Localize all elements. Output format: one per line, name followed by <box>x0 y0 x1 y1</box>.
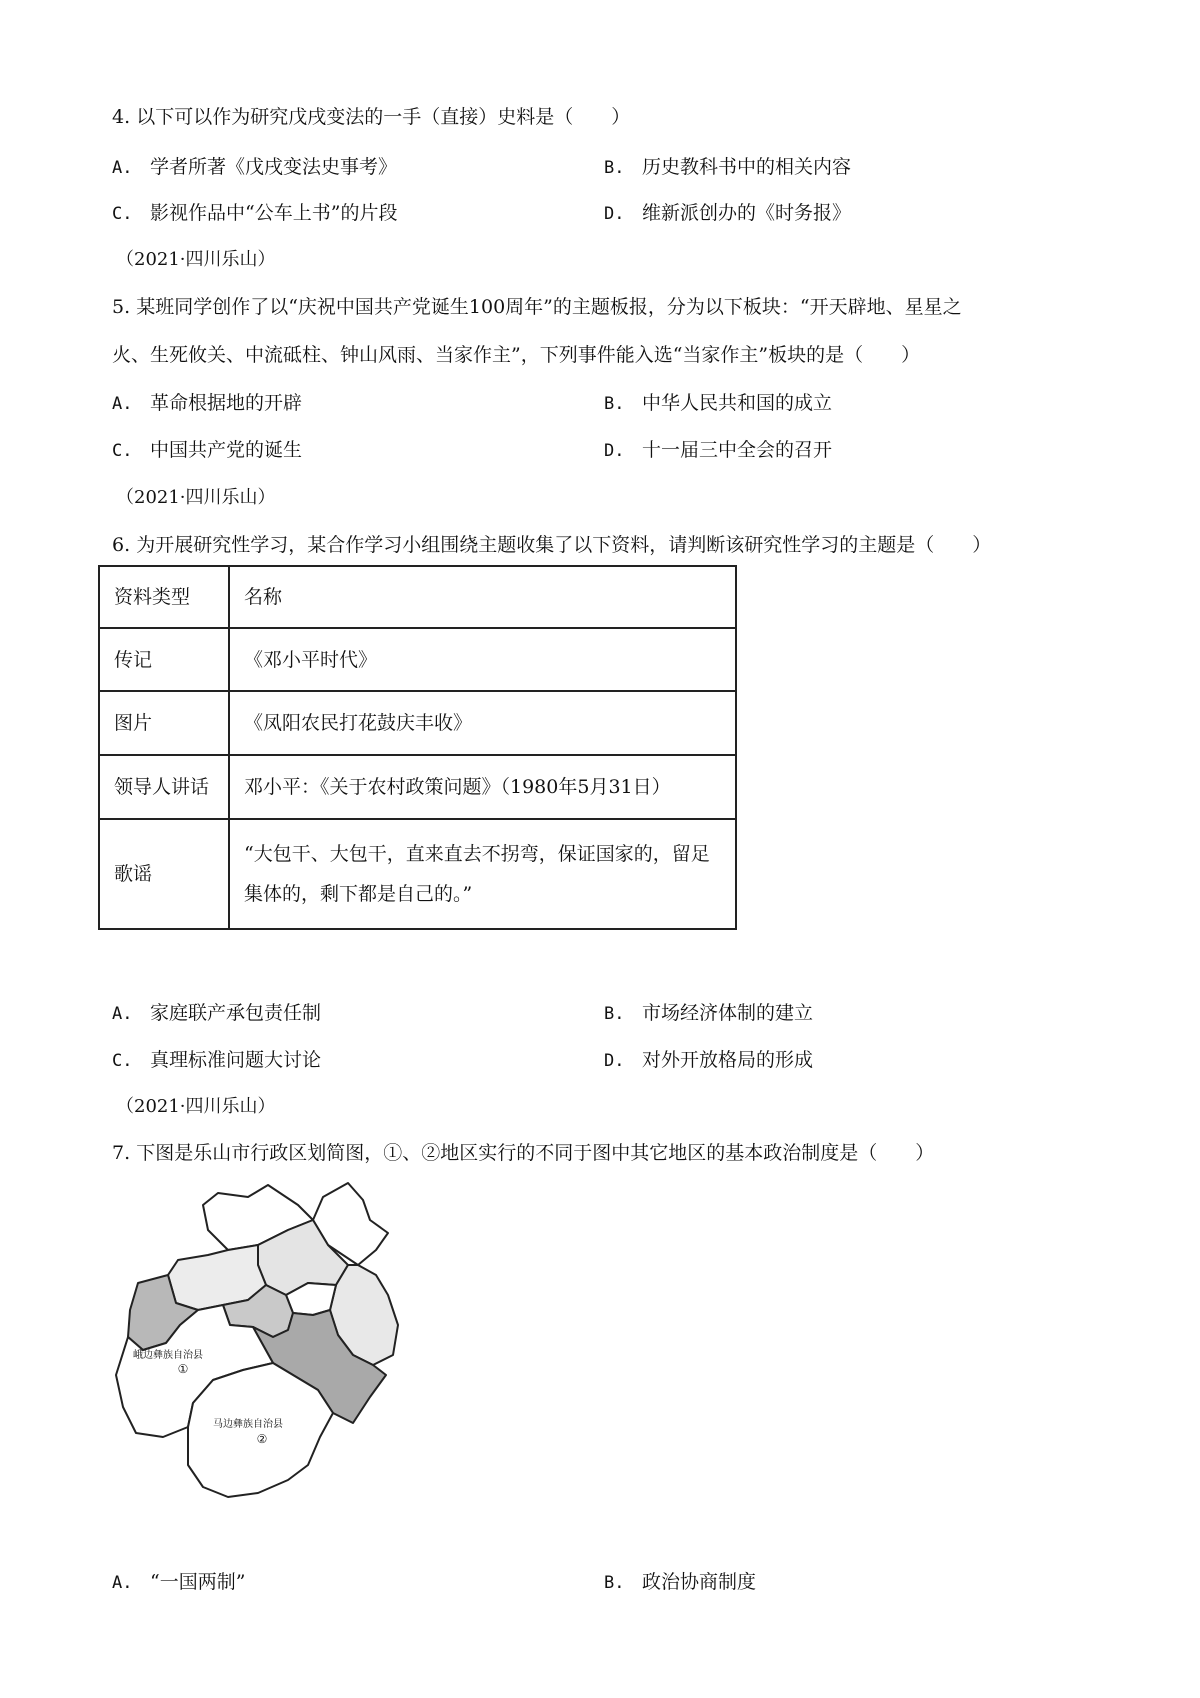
question-7-option-a[interactable]: A. “一国两制” <box>112 1571 246 1593</box>
table-row <box>99 691 736 755</box>
question-7-source: （2021·四川乐山） <box>116 1096 276 1117</box>
table-row <box>99 755 736 819</box>
question-4-option-a[interactable]: A. 学者所著《戊戌变法史事考》 <box>112 156 398 178</box>
question-7-option-b[interactable]: B. 政治协商制度 <box>604 1571 757 1593</box>
table-cell-type: 图片 <box>99 691 229 755</box>
question-6-option-c[interactable]: C. 真理标准问题大讨论 <box>112 1049 322 1071</box>
question-5-option-a[interactable]: A. 革命根据地的开辟 <box>112 392 303 414</box>
question-5-option-b[interactable]: B. 中华人民共和国的成立 <box>604 392 833 414</box>
table-header-row <box>99 566 736 628</box>
table-header-type: 资料类型 <box>99 566 229 628</box>
question-4-option-b[interactable]: B. 历史教科书中的相关内容 <box>604 156 852 178</box>
table-header-name: 名称 <box>229 566 736 628</box>
table-cell-type: 领导人讲话 <box>99 755 229 819</box>
question-5-source: （2021·四川乐山） <box>116 249 276 270</box>
question-6-option-d[interactable]: D. 对外开放格局的形成 <box>604 1049 814 1071</box>
table-cell-type: 传记 <box>99 628 229 691</box>
leshan-administrative-map <box>108 1175 433 1510</box>
question-6-option-b[interactable]: B. 市场经济体制的建立 <box>604 1002 814 1024</box>
map-marker-2: ② <box>256 1432 268 1446</box>
table-cell-type: 歌谣 <box>99 819 229 929</box>
question-6-source: （2021·四川乐山） <box>116 487 276 508</box>
map-label-ebian: 峨边彝族自治县 <box>133 1350 203 1361</box>
table-cell-name: 《凤阳农民打花鼓庆丰收》 <box>229 691 736 755</box>
question-4-option-d[interactable]: D. 维新派创办的《时务报》 <box>604 202 852 224</box>
question-7-stem: 7. 下图是乐山市行政区划简图，①、②地区实行的不同于图中其它地区的基本政治制度是（ ） <box>112 1142 935 1164</box>
question-5-stem-line2: 火、生死攸关、中流砥柱、钟山风雨、当家作主”，下列事件能入选“当家作主”板块的是（ ） <box>112 344 921 366</box>
question-5-option-d[interactable]: D. 十一届三中全会的召开 <box>604 439 833 461</box>
question-5-stem-line1: 5. 某班同学创作了以“庆祝中国共产党诞生100周年”的主题板报，分为以下板块：“开天辟地、星星之 <box>112 296 962 318</box>
question-6-option-a[interactable]: A. 家庭联产承包责任制 <box>112 1002 322 1024</box>
table-cell-name: 邓小平：《关于农村政策问题》（1980年5月31日） <box>229 755 736 819</box>
table-row <box>99 628 736 691</box>
table-cell-name: 《邓小平时代》 <box>229 628 736 691</box>
table-cell-name: “大包干、大包干，直来直去不拐弯，保证国家的，留足集体的，剩下都是自己的。” <box>229 819 736 929</box>
question-6-stem: 6. 为开展研究性学习，某合作学习小组围绕主题收集了以下资料，请判断该研究性学习的主题是（ ） <box>112 534 992 556</box>
map-marker-1: ① <box>177 1362 189 1376</box>
map-label-mabian: 马边彝族自治县 <box>213 1419 283 1430</box>
question-4-stem: 4. 以下可以作为研究戊戌变法的一手（直接）史料是（ ） <box>112 106 631 128</box>
table-row <box>99 819 736 929</box>
question-4-option-c[interactable]: C. 影视作品中“公车上书”的片段 <box>112 202 398 224</box>
materials-table <box>98 565 737 930</box>
question-5-option-c[interactable]: C. 中国共产党的诞生 <box>112 439 303 461</box>
